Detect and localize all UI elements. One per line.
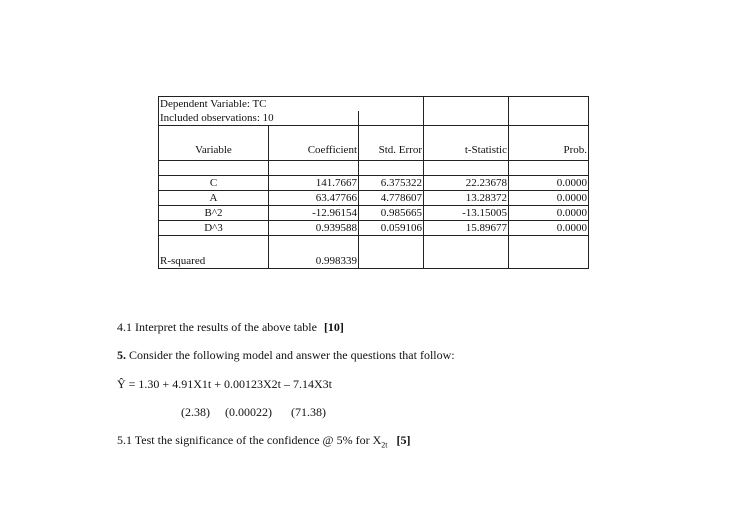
table-spacer-row <box>159 236 589 251</box>
dependent-variable-label: Dependent Variable: TC <box>159 97 424 112</box>
std-error-cell: 0.059106 <box>359 221 424 236</box>
question-text: 4.1 Interpret the results of the above table <box>117 320 317 334</box>
prob-cell: 0.0000 <box>509 221 589 236</box>
model-equation: Ŷ = 1.30 + 4.91X1t + 0.00123X2t – 7.14X3t <box>117 377 332 391</box>
t-statistic-cell: 15.89677 <box>424 221 509 236</box>
std-error-cell: 0.985665 <box>359 206 424 221</box>
question-marks: [5] <box>396 433 411 447</box>
r-squared-value: 0.998339 <box>269 250 359 269</box>
question-marks: [10] <box>323 320 344 334</box>
prob-cell: 0.0000 <box>509 206 589 221</box>
std-error-value: (2.38) <box>181 405 210 419</box>
question-5-1 <box>117 433 410 449</box>
coefficient-cell: 0.939588 <box>269 221 359 236</box>
variable-cell: A <box>159 191 269 206</box>
std-error-value: (71.38) <box>291 405 326 419</box>
question-subscript: 2t <box>381 440 388 450</box>
question-number: 5. <box>117 348 126 362</box>
table-row <box>159 191 589 206</box>
coefficient-cell: 63.47766 <box>269 191 359 206</box>
r-squared-row <box>159 250 589 269</box>
column-header: Coefficient <box>269 140 359 161</box>
coefficient-cell: 141.7667 <box>269 176 359 191</box>
table-header-row <box>159 111 589 126</box>
included-observations-label: Included observations: 10 <box>159 111 359 126</box>
t-statistic-cell: 22.23678 <box>424 176 509 191</box>
std-error-cell: 4.778607 <box>359 191 424 206</box>
coefficient-cell: -12.96154 <box>269 206 359 221</box>
r-squared-label: R-squared <box>159 250 269 269</box>
column-header: t-Statistic <box>424 140 509 161</box>
std-error-value: (0.00022) <box>225 405 272 419</box>
variable-cell: D^3 <box>159 221 269 236</box>
prob-cell: 0.0000 <box>509 191 589 206</box>
standard-errors-line <box>181 405 326 420</box>
question-4-1 <box>117 320 344 335</box>
column-header: Std. Error <box>359 140 424 161</box>
t-statistic-cell: -13.15005 <box>424 206 509 221</box>
column-header: Variable <box>159 140 269 161</box>
column-header: Prob. <box>509 140 589 161</box>
variable-cell: B^2 <box>159 206 269 221</box>
column-header-row <box>159 140 589 161</box>
std-error-cell: 6.375322 <box>359 176 424 191</box>
table-row <box>159 176 589 191</box>
regression-output-table <box>158 96 589 269</box>
variable-cell: C <box>159 176 269 191</box>
table-row <box>159 221 589 236</box>
question-5 <box>117 348 455 363</box>
table-row <box>159 206 589 221</box>
prob-cell: 0.0000 <box>509 176 589 191</box>
question-text: Consider the following model and answer the questions that follow: <box>129 348 455 362</box>
question-text: 5.1 Test the significance of the confidence @ 5% for X <box>117 433 382 447</box>
t-statistic-cell: 13.28372 <box>424 191 509 206</box>
table-spacer-row <box>159 126 589 141</box>
table-header-row <box>159 97 589 112</box>
table-spacer-row <box>159 161 589 176</box>
